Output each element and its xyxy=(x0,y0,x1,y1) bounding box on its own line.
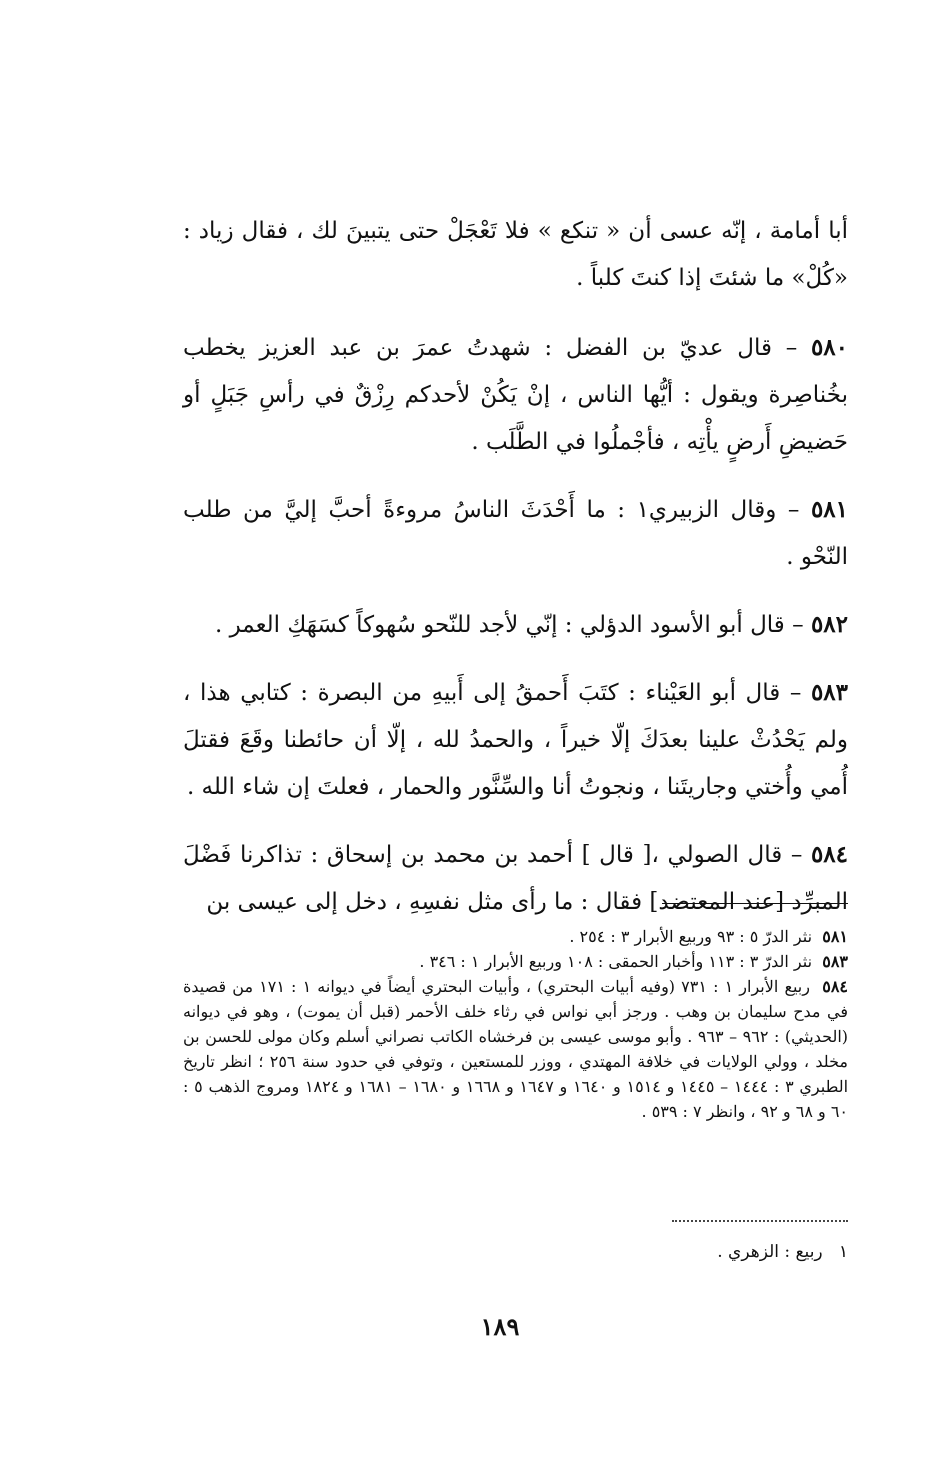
paragraph-number: ٥٨٠ xyxy=(810,334,849,361)
footnote-text: ربيع : الزهري . xyxy=(717,1242,823,1262)
paragraph-text: – وقال الزبيري١ : ما أَحْدَثَ الناسُ مروءةً أحبَّ إليَّ من طلب النّحْو . xyxy=(183,497,848,570)
footnote-number: ١ xyxy=(838,1242,848,1262)
paragraph-582 xyxy=(183,601,848,649)
note-text: نثر الدرّ ٣ : ١١٣ وأخبار الحمقى : ١٠٨ وربيع الأبرار ١ : ٣٤٦ . xyxy=(419,952,813,971)
paragraph-number: ٥٨١ xyxy=(810,496,848,523)
paragraph-580 xyxy=(183,324,848,466)
paragraph-text: – قال أبو الأسود الدؤلي : إنّي لأجد للنّحو سُهوكاً كسَهَكِ العمر . xyxy=(214,612,804,638)
note-584 xyxy=(183,974,848,1124)
paragraph-581 xyxy=(183,486,848,581)
paragraph-text: – قال الصولي ،[ قال ] أحمد بن محمد بن إسحاق : تذاكرنا فَضْلَ المبرِّد [عند المعتضد] فقال : ما رأى مثل نفسِهِ ، دخل إلى عيسى بن xyxy=(183,842,848,915)
source-notes xyxy=(183,924,848,1124)
paragraph-583 xyxy=(183,669,848,811)
paragraph-number: ٥٨٣ xyxy=(810,679,849,706)
paragraph-text: – قال أبو العَيْناء : كتَبَ أَحمقُ إلى أَبيهِ من البصرة : كتابي هذا ، ولم يَحْدُثْ علينا بعدَكَ إلّا خيراً ، والحمدُ لله ، إلّا أن حائطنا وقَعَ فقتلَ أُمي وأُختي وجاريتَنا ، ونجوتُ أنا والسِّنَّور والحمار ، فعلتَ إن شاء الله . xyxy=(183,680,848,800)
note-text: نثر الدرّ ٥ : ٩٣ وربيع الأبرار ٣ : ٢٥٤ . xyxy=(569,927,813,946)
note-number: ٥٨١ xyxy=(822,927,848,946)
footnote-divider xyxy=(672,1220,848,1222)
footnote xyxy=(500,1240,848,1264)
note-number: ٥٨٣ xyxy=(822,952,848,971)
note-583 xyxy=(183,949,848,974)
paragraph-continuation xyxy=(183,208,848,302)
note-581 xyxy=(183,924,848,949)
page-number: ١٨٩ xyxy=(480,1312,520,1341)
paragraph-number: ٥٨٤ xyxy=(810,841,848,868)
note-number: ٥٨٤ xyxy=(822,977,848,996)
main-text xyxy=(183,208,848,946)
notes-divider xyxy=(662,903,848,904)
paragraph-number: ٥٨٢ xyxy=(810,611,848,638)
paragraph-text: أبا أمامة ، إنّه عسى أن « تنكع » فلا تَعْجَلْ حتى يتبينَ لك ، فقال زياد : «كُلْ» ما شئتَ إذا كنتَ كلباً . xyxy=(183,218,848,291)
paragraph-text: – قال عديّ بن الفضل : شهدتُ عمرَ بن عبد العزيز يخطب بخُناصِرة ويقول : أيُّها الناس ، إنْ يَكُنْ لأحدكم رِزْقٌ في رأسِ جَبَلٍ أو حَضيضِ أَرضٍ يأْتِه ، فأجْملُوا في الطَّلَب . xyxy=(183,335,848,455)
paragraph-584 xyxy=(183,831,848,926)
note-text: ربيع الأبرار ١ : ٧٣١ (وفيه أبيات البحتري) ، وأبيات البحتري أيضاً في ديوانه ١ : ١٧١ من قصيدة في مدح سليمان بن وهب . ورجز أبي نواس في رثاء خلف الأحمر (قبل أن يموت) ، وهو في ديوانه (الحديثي) : ٩٦٢ – ٩٦٣ . وأبو موسى عيسى بن فرخشاه الكاتب نصراني أسلم وكان مولى للحسن بن مخلد ، وولي الولايات في خلافة المهتدي ، ووزر للمستعين ، وتوفي في حدود سنة ٢٥٦ ؛ انظر تاريخ الطبري ٣ : ١٤٤٤ – ١٤٤٥ و ١٥١٤ و ١٦٤٠ و ١٦٤٧ و ١٦٦٨ و ١٦٨٠ – ١٦٨١ و ١٨٢٤ ومروج الذهب ٥ : ٦٠ و ٦٨ و ٩٢ ، وانظر ٧ : ٥٣٩ . xyxy=(183,977,849,1121)
